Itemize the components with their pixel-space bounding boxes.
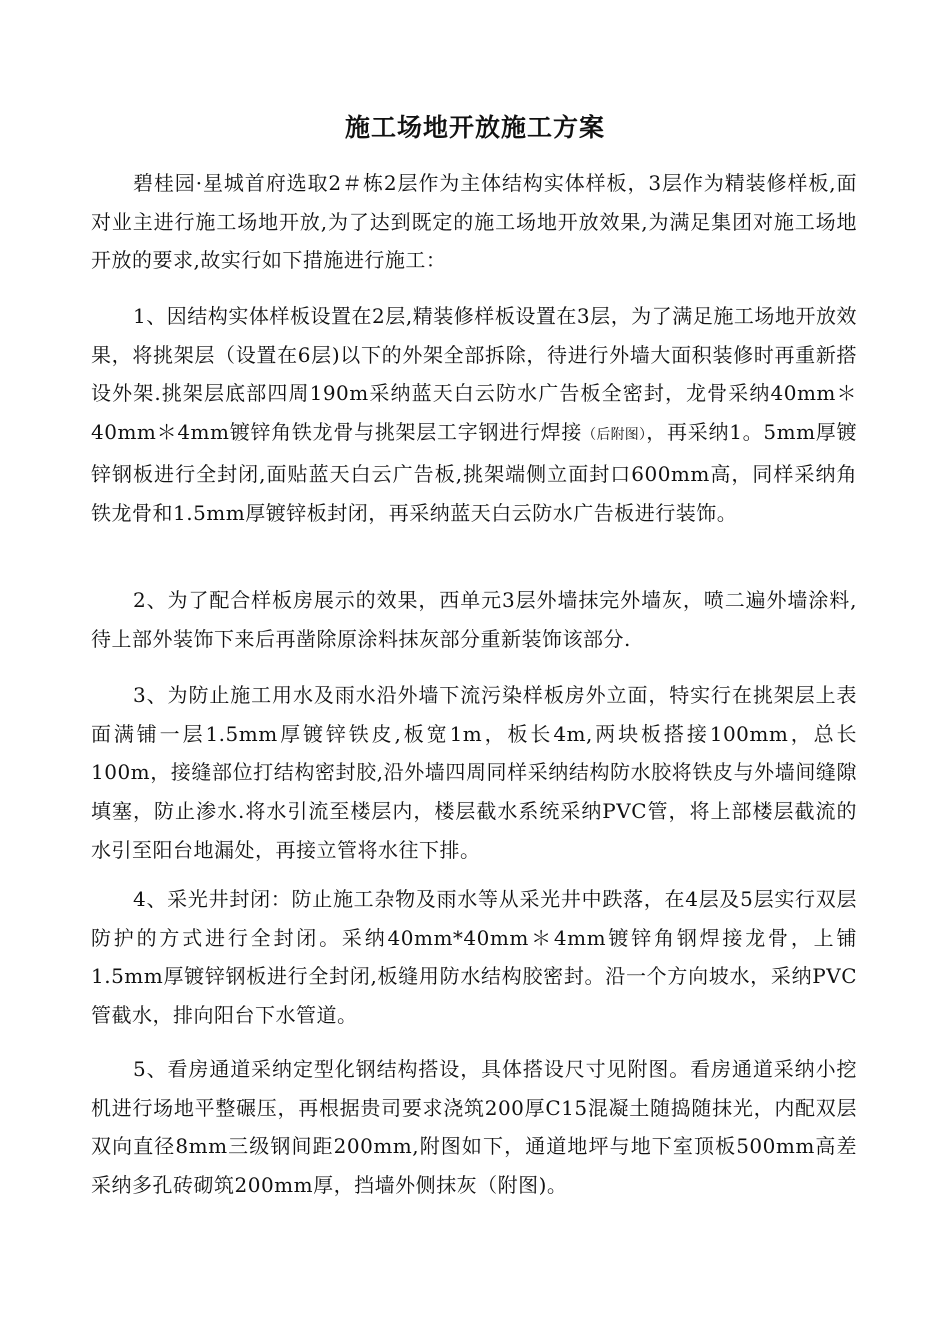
item-1-text-a: 1、因结构实体样板设置在2层,精装修样板设置在3层，为了满足施工场地开放效果，将挑架层（设置在6层)以下的外架全部拆除，待进行外墙大面积装修时再重新搭设外架.挑架层底部四周190m采纳蓝天白云防水广告板全密封，龙骨采纳40mm＊40mm＊4mm镀锌角铁龙骨与挑架层工字钢进行焊接 [91,304,857,445]
document-title: 施工场地开放施工方案 [344,113,605,142]
intro-paragraph: 碧桂园·星城首府选取2＃栋2层作为主体结构实体样板，3层作为精装修样板,面对业主进行施工场地开放,为了达到既定的施工场地开放效果,为满足集团对施工场地开放的要求,故实行如下措施进行施工： [91,171,857,273]
item-1-paragraph [91,297,857,532]
item-1-note: （后附图） [582,427,647,444]
item-5-paragraph: 5、看房通道采纳定型化钢结构搭设，具体搭设尺寸见附图。看房通道采纳小挖机进行场地平整碾压，再根据贵司要求浇筑200厚C15混凝土随捣随抹光，内配双层双向直径8mm三级钢间距200mm,附图如下，通道地坪与地下室顶板500mm高差采纳多孔砖砌筑200mm厚，挡墙外侧抹灰（附图)。 [91,1057,857,1198]
item-4-paragraph: 4、采光井封闭：防止施工杂物及雨水等从采光井中跌落，在4层及5层实行双层防护的方式进行全封闭。采纳40mm*40mm＊4mm镀锌角钢焊接龙骨，上铺1.5mm厚镀锌钢板进行全封闭,板缝用防水结构胶密封。沿一个方向坡水，采纳PVC管截水，排向阳台下水管道。 [91,887,857,1028]
item-1-text-b: ，再采纳1。5mm厚镀锌钢板进行全封闭,面贴蓝天白云广告板,挑架端侧立面封口600mm高，同样采纳角铁龙骨和1.5mm厚镀锌板封闭，再采纳蓝天白云防水广告板进行装饰。 [91,420,857,525]
item-2-paragraph: 2、为了配合样板房展示的效果，西单元3层外墙抹完外墙灰，喷二遍外墙涂料,待上部外装饰下来后再凿除原涂料抹灰部分重新装饰该部分. [91,588,857,651]
item-3-paragraph: 3、为防止施工用水及雨水沿外墙下流污染样板房外立面，特实行在挑架层上表面满铺一层1.5mm厚镀锌铁皮,板宽1m，板长4m,两块板搭接100mm，总长100m，接缝部位打结构密封胶,沿外墙四周同样采纳结构防水胶将铁皮与外墙间缝隙填塞，防止渗水.将水引流至楼层内，楼层截水系统采纳PVC管，将上部楼层截流的水引至阳台地漏处，再接立管将水往下排。 [91,683,857,862]
